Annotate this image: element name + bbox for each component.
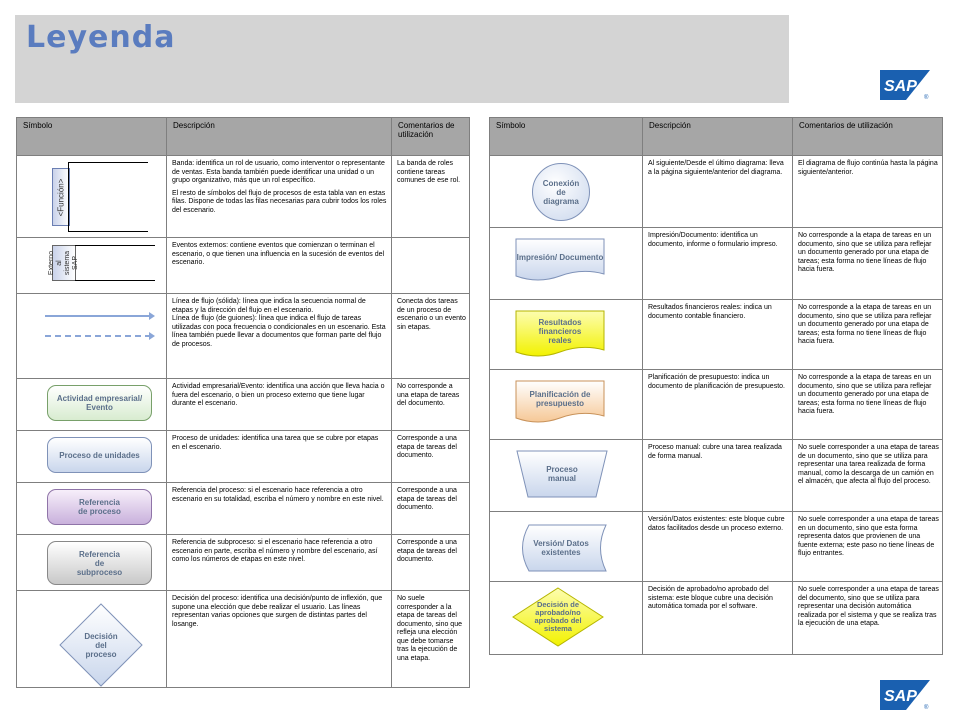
description-cell: Proceso manual: cubre una tarea realizada de forma manual. <box>643 440 793 512</box>
table-row <box>17 379 470 431</box>
description-cell <box>167 156 392 238</box>
table-row <box>17 535 470 591</box>
description-cell <box>167 431 392 483</box>
table-row <box>17 431 470 483</box>
symbol-label: <Función> <box>56 178 66 216</box>
comment-cell <box>392 238 470 294</box>
table-row <box>17 294 470 379</box>
table-row <box>490 370 943 440</box>
description-cell <box>167 483 392 535</box>
description-text: Banda: identifica un rol de usuario, como interventor o representante de ventas. Esta banda también puede identificar una unidad o un grupo organizativo, más que un rol específico. <box>172 160 385 184</box>
description-text: El resto de símbolos del flujo de procesos de esta tabla van en estas filas. Dispone de todas las filas necesarias para cubrir todos los roles del escenario. <box>172 189 387 214</box>
description-cell <box>167 591 392 688</box>
sap-logo-bottom <box>880 680 930 710</box>
description-cell <box>167 535 392 591</box>
table-row <box>17 156 470 238</box>
sap-logo-mark: ® <box>924 95 929 100</box>
symbol-cell <box>490 156 643 228</box>
legend-table-right <box>489 117 943 655</box>
comment-cell: Conecta dos tareas de un proceso de escenario o un evento sin etapas. <box>392 294 470 379</box>
manual-process-symbol <box>516 450 608 498</box>
table-row <box>490 156 943 228</box>
sap-logo-text: SAP <box>884 78 917 95</box>
financial-results-symbol <box>515 310 605 358</box>
table-row <box>490 512 943 582</box>
print-document-symbol <box>515 238 605 282</box>
description-cell <box>167 379 392 431</box>
page-title: Leyenda <box>26 20 176 55</box>
comment-cell: El diagrama de flujo continúa hasta la página siguiente/anterior. <box>793 156 943 228</box>
symbol-cell <box>490 300 643 370</box>
description-cell: Impresión/Documento: identifica un documento, informe o formulario impreso. <box>643 228 793 300</box>
external-event-outline <box>75 245 155 281</box>
comment-cell: Corresponde a una etapa de tareas del documento. <box>392 535 470 591</box>
symbol-cell <box>17 431 167 483</box>
symbol-cell <box>490 228 643 300</box>
sap-logo-top <box>880 70 930 100</box>
comment-cell: No suele corresponder a una etapa de tareas en un documento, sino que esta forma representa datos que provienen de una fuente externa; este paso no tiene líneas de flujo entrantes. <box>793 512 943 582</box>
column-header-symbol: Símbolo <box>17 118 167 156</box>
sap-logo-mark: ® <box>924 705 929 710</box>
unit-process-symbol <box>47 437 152 473</box>
symbol-cell <box>17 238 167 294</box>
table-row <box>490 440 943 512</box>
symbol-cell <box>490 440 643 512</box>
table-row <box>490 300 943 370</box>
symbol-label: Resultados financieros reales <box>538 317 582 345</box>
business-activity-symbol <box>47 385 152 421</box>
symbol-cell <box>490 582 643 655</box>
symbol-label: Impresión/ Documento <box>516 252 604 262</box>
process-decision-symbol <box>59 603 143 687</box>
description-cell: Decisión de aprobado/no aprobado del sistema: este bloque cubre una decisión automática tomada por el software. <box>643 582 793 655</box>
column-header-comments: Comentarios de utilización <box>392 118 470 156</box>
description-cell: Versión/Datos existentes: este bloque cubre datos facilitados desde un proceso externo. <box>643 512 793 582</box>
description-text: Proceso de unidades: identifica una tarea que se cubre por etapas en el escenario. <box>172 435 379 451</box>
table-header-row <box>17 118 470 156</box>
symbol-cell <box>17 379 167 431</box>
comment-cell: No suele corresponder a una etapa de tareas de un documento, sino que se utiliza para representar una tarea realizada de forma manual, como la descarga de un camión en el almacén, que afecta al flujo del proceso. <box>793 440 943 512</box>
description-cell: Resultados financieros reales: indica un documento contable financiero. <box>643 300 793 370</box>
system-decision-symbol <box>512 587 604 647</box>
legend-table-left <box>16 117 470 688</box>
flow-line-symbols <box>45 308 155 344</box>
comment-cell: No corresponde a la etapa de tareas en un documento, sino que se utiliza para reflejar un documento generado por una etapa de tareas; esta forma no tiene líneas de flujo hacia fuera. <box>793 370 943 440</box>
comment-cell: La banda de roles contiene tareas comunes de ese rol. <box>392 156 470 238</box>
comment-cell: No corresponde a la etapa de tareas en un documento, sino que se utiliza para reflejar un documento generado por una etapa de tareas; esta forma no tiene líneas de flujo hacia fuera. <box>793 300 943 370</box>
table-row <box>17 483 470 535</box>
symbol-label: Referencia de proceso <box>78 498 121 516</box>
description-text: Referencia de subproceso: si el escenario hace referencia a otro escenario en parte, escriba el número y nombre del escenario, así como los números de etapas en este nivel. <box>172 539 378 563</box>
table-row <box>17 591 470 688</box>
symbol-cell <box>17 156 167 238</box>
symbol-cell <box>490 512 643 582</box>
table-header-row <box>490 118 943 156</box>
column-header-description: Descripción <box>643 118 793 156</box>
symbol-cell <box>17 535 167 591</box>
description-cell: Planificación de presupuesto: indica un documento de planificación de presupuesto. <box>643 370 793 440</box>
comment-cell: No corresponde a una etapa de tareas del documento. <box>392 379 470 431</box>
symbol-label: Proceso manual <box>546 465 578 483</box>
description-text: Eventos externos: contiene eventos que comienzan o terminan el escenario, o que tienen una influencia en la sucesión de eventos del escenario. <box>172 242 385 266</box>
symbol-cell <box>17 591 167 688</box>
symbol-label: Planificación de presupuesto <box>529 390 591 408</box>
symbol-label: Decisión de aprobado/no aprobado del sistema <box>534 600 582 633</box>
swimlane-band-outline <box>68 162 148 232</box>
symbol-label: Referencia de subproceso <box>76 549 123 577</box>
table-row <box>490 228 943 300</box>
symbol-label: Conexión de diagrama <box>542 178 580 206</box>
description-text: Línea de flujo (sólida): línea que indica la secuencia normal de etapas y la dirección del flujo en el escenario. <box>172 298 366 314</box>
symbol-label: Proceso de unidades <box>59 450 140 460</box>
description-text: Decisión del proceso: identifica una decisión/punto de inflexión, que supone una elección que debe realizar el usuario. Las líneas representan varias opciones que surgen de distintas partes del losange. <box>172 595 383 628</box>
symbol-label: Decisión del proceso <box>84 631 118 659</box>
symbol-cell <box>490 370 643 440</box>
comment-cell: No corresponde a la etapa de tareas en un documento, sino que se utiliza para reflejar un documento generado por una etapa de tareas; esta forma no tiene líneas de flujo hacia fuera. <box>793 228 943 300</box>
description-cell <box>167 238 392 294</box>
table-row <box>490 582 943 655</box>
diagram-connection-symbol <box>532 163 590 221</box>
description-cell <box>167 294 392 379</box>
description-text: Actividad empresarial/Evento: identifica una acción que lleva hacia o fuera del escenario, o bien un proceso externo que tiene lugar durante el escenario. <box>172 383 385 407</box>
symbol-cell <box>17 483 167 535</box>
comment-cell: Corresponde a una etapa de tareas del documento. <box>392 483 470 535</box>
description-cell: Al siguiente/Desde el último diagrama: lleva a la página siguiente/anterior del diagrama. <box>643 156 793 228</box>
symbol-label: Versión/ Datos existentes <box>533 539 589 557</box>
comment-cell: No suele corresponder a una etapa de tareas del documento, sino que se utiliza para representar una decisión automática realizada por el sistema y que se realiza tras la ejecución de una etapa. <box>793 582 943 655</box>
description-text: Línea de flujo (de guiones): línea que indica el flujo de tareas utilizadas con poca frecuencia o condicionales en un escenario. Esta línea también puede llevar a documentos que forman parte del flujo de procesos. <box>172 315 386 348</box>
subprocess-reference-symbol <box>47 541 152 585</box>
comment-cell: Corresponde a una etapa de tareas del documento. <box>392 431 470 483</box>
column-header-comments: Comentarios de utilización <box>793 118 943 156</box>
table-row <box>17 238 470 294</box>
symbol-cell <box>17 294 167 379</box>
symbol-label: Externo al sistema SAP <box>48 250 79 276</box>
column-header-symbol: Símbolo <box>490 118 643 156</box>
external-event-symbol <box>48 245 79 281</box>
symbol-label: Actividad empresarial/ Evento <box>56 394 143 412</box>
description-text: Referencia del proceso: si el escenario hace referencia a otro escenario en su totalidad, escriba el número y nombre en este nivel. <box>172 487 384 503</box>
sap-logo-text: SAP <box>884 688 917 705</box>
comment-cell: No suele corresponder a la etapa de tareas del documento, sino que refleja una elección que debe tomarse tras la ejecución de una etapa. <box>392 591 470 688</box>
process-reference-symbol <box>47 489 152 525</box>
existing-data-symbol <box>515 524 607 572</box>
column-header-description: Descripción <box>167 118 392 156</box>
budget-planning-symbol <box>515 380 605 424</box>
